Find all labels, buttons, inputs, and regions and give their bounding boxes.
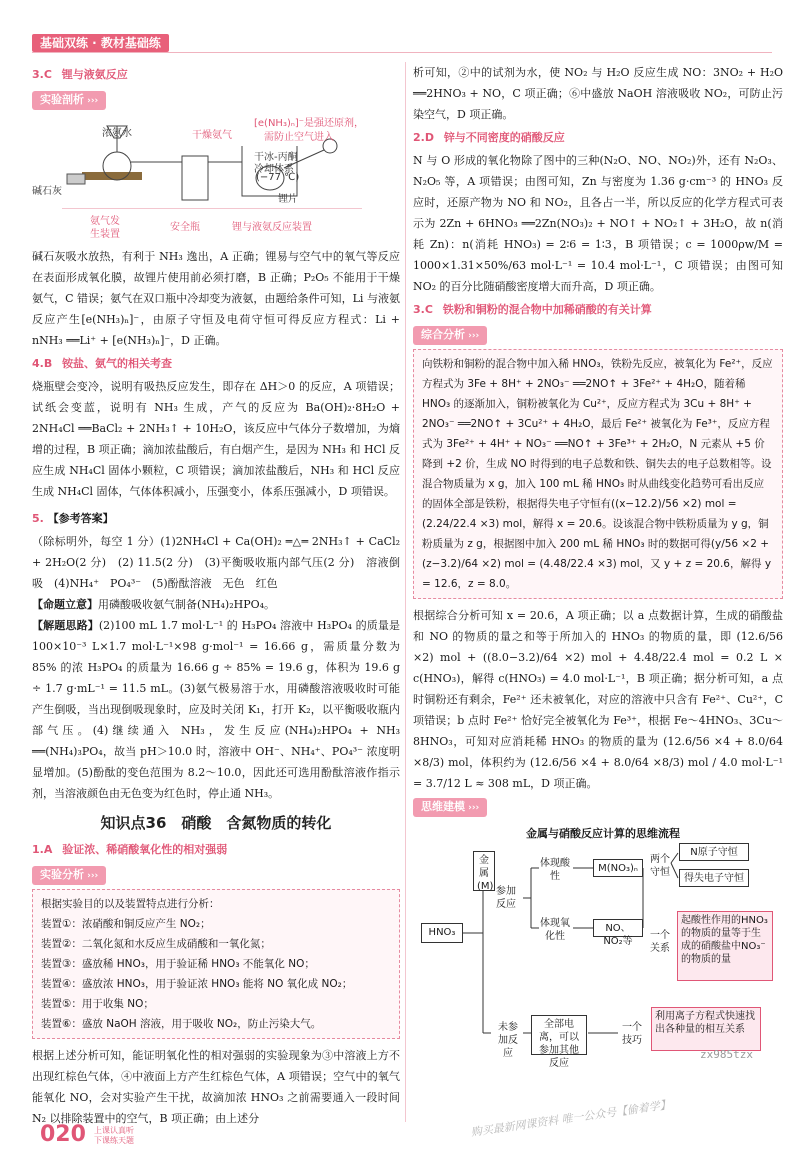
box-line: 装置②：二氧化氮和水反应生成硝酸和一氧化氮； — [41, 938, 271, 950]
label-li-sheet: 锂片 — [278, 194, 298, 205]
q3-heading — [32, 64, 400, 85]
q4-number: 4.B — [32, 357, 53, 370]
q4-heading — [32, 353, 400, 374]
label-cold-3: (−77 ℃) — [256, 172, 300, 183]
box-line: 装置⑥：盛放 NaOH 溶液，用于吸收 NO₂，防止污染大气。 — [41, 1018, 322, 1030]
label-reaction-device: 锂与液氨反应装置 — [232, 222, 312, 233]
q1-continuation: 析可知，②中的试剂为水，使 NO₂ 与 H₂O 反应生成 NO：3NO₂ + H₂O ══2HNO₃ + NO，C 项正确；⑥中盛放 NaOH 溶液吸收 NO₂，可防止污染空气，D 项正确。 — [413, 66, 783, 121]
page-number: 020 — [40, 1122, 86, 1147]
footer-tag-1: 上课认真听 — [94, 1126, 134, 1135]
footer-tag-2: 下课练天题 — [94, 1136, 134, 1145]
header-tab: 基础双练 · 教材基础练 — [32, 34, 169, 52]
page-header — [0, 0, 800, 50]
badge-experiment-analysis: 实验剖析 ››› — [32, 91, 106, 110]
node-all-ion: 全部电离，可以参加其他反应 — [531, 1015, 587, 1055]
section-title: 知识点36 硝酸 含氮物质的转化 — [100, 814, 332, 832]
node-two-cons: 两个守恒 — [650, 854, 670, 878]
q5-heading — [32, 508, 400, 529]
node-rel-text: 起酸性作用的HNO₃的物质的量等于生成的硝酸盐中NO₃⁻的物质的量 — [677, 911, 773, 981]
box-line: 根据实验目的以及装置特点进行分析： — [41, 898, 220, 910]
page-footer — [24, 1120, 224, 1152]
label-ammonia-water: 浓氨水 — [102, 128, 132, 139]
badge-thinking-model: 思维建模 ››› — [413, 798, 487, 817]
box-line: 装置①：浓硝酸和铜反应产生 NO₂； — [41, 918, 211, 930]
node-oxidizing: 体现氧化性 — [540, 918, 570, 942]
q5-intent-head: 【命题立意】 — [32, 598, 98, 611]
label-generator-1: 氨气发 — [90, 216, 120, 227]
left-column — [32, 62, 400, 1129]
q5-idea-text: (2)100 mL 1.7 mol·L⁻¹ 的 H₃PO₄ 溶液中 H₃PO₄ 的质量是 100×10⁻³ L×1.7 mol·L⁻¹×98 g·mol⁻¹ = 16.66 g，需质量分数为 85% 的浓 H₃PO₄ 的质量为 16.66 g ÷ 85% = 19.6 g，体积为 19.6 g ÷ 1.7 g·mL⁻¹ = 11.5 mL。(3)氨气极易溶于水，用磷酸溶液吸收时可能产生倒吸，当出现倒吸现象时，应及时关闭 K₁，打开 K₂，以平衡吸收瓶内部气压。(4)继续通入 NH₃，发生反应(NH₄)₂HPO₄ + NH₃ ══(NH₄)₃PO₄，故当 pH＞10.0 时，溶液中 OH⁻、NH₄⁺、PO₄³⁻ 浓度明显增加。(5)酚酞的变色范围为 8.2～10.0，因此还可选用酚酞溶液作指示剂，当溶液颜色由无色变为红色时，停止通 NH₃。 — [32, 619, 401, 800]
badge-comprehensive-analysis: 综合分析 ››› — [413, 326, 487, 345]
experiment-box — [32, 889, 400, 1039]
label-cold-1: 干冰-丙酮 — [254, 152, 298, 163]
q1-topic: 验证浓、稀硝酸氧化性的相对强弱 — [62, 843, 228, 856]
q3r-explanation: 根据综合分析可知 x = 20.6，A 项正确；以 a 点数据计算，生成的硝酸盐和 NO 的物质的量之和等于所加入的 HNO₃ 的物质的量，即 (12.6/56 ×2) mol + ((8.0−3.2)/64 ×2) mol + 4.48/22.4 mol = 0.2 L × c(HNO₃)，解得 c(HNO₃) = 4.0 mol·L⁻¹，B 项正确；据分析可知，a 点时铜粉还有剩余，Fe²⁺ 还未被氧化，对应的溶液中只含有 Fe²⁺、Cu²⁺，C 项错误；b 点时 Fe²⁺ 恰好完全被氧化为 Fe³⁺，根据 Fe～4HNO₃、3Cu～8HNO₃，可知对应消耗稀 HNO₃ 的物质的量为 (12.6/56 ×4 + 8.0/64 ×8/3) mol，体积约为 (12.6/56 ×4 + 8.0/64 ×8/3) mol / 4.0 mol·L⁻¹ = 3.7/12 L ≈ 308 mL，D 项正确。 — [413, 609, 783, 790]
box-line: 装置③：盛放稀 HNO₃，用于验证稀 HNO₃ 不能氧化 NO； — [41, 958, 315, 970]
watermark-text: 购买最新网课资料 唯一公众号【偷着学】 — [470, 1098, 672, 1139]
node-metal: 金属(M) — [473, 851, 495, 891]
q2-heading — [413, 127, 783, 148]
q3-topic: 锂与液氨反应 — [61, 68, 128, 81]
label-note-1: [e(NH₃)ₙ]⁻是强还原剂， — [254, 118, 365, 129]
footer-tag — [94, 1126, 134, 1146]
q3r-topic: 铁粉和铜粉的混合物中加稀硝酸的有关计算 — [442, 303, 652, 316]
node-one-skill: 一个技巧 — [622, 1022, 642, 1046]
node-acidity: 体现酸性 — [540, 858, 570, 882]
flow-diagram — [413, 823, 783, 1069]
watermark-id: zx985tzx — [700, 1048, 753, 1061]
q1-number: 1.A — [32, 843, 53, 856]
node-hno3: HNO₃ — [421, 923, 463, 943]
label-generator-2: 生装置 — [90, 229, 120, 240]
apparatus-figure — [32, 112, 400, 242]
q3-number: 3.C — [32, 68, 52, 81]
node-mno3: M(NO₃)ₙ — [593, 859, 643, 877]
q3-explanation: 碱石灰吸水放热，有利于 NH₃ 逸出，A 正确；锂易与空气中的氧气等反应在表面形成氧化膜，故锂片使用前必须打磨，B 正确；P₂O₅ 不能用于干燥氨气，C 错误；氨气在双口瓶中冷却变为液氨，由题给条件可知，Li 与液氨反应产生[e(NH₃)ₙ]⁻，由原子守恒及电荷守恒可得反应方程式：Li + nNH₃ ══Li⁺ + [e(NH₃)ₙ]⁻，D 正确。 — [32, 250, 400, 347]
q2-number: 2.D — [413, 131, 434, 144]
q3r-heading — [413, 299, 783, 320]
label-soda-lime: 碱石灰 — [32, 186, 62, 197]
badge-experiment-analysis-2: 实验分析 ››› — [32, 866, 106, 885]
node-electron: 得失电子守恒 — [679, 869, 749, 887]
q5-intent-text: 用磷酸吸收氨气制备(NH₄)₂HPO₄。 — [98, 598, 276, 611]
q5-intent — [32, 594, 400, 615]
label-note-2: 需防止空气进入 — [264, 132, 334, 143]
node-noxs: NO、NO₂等 — [593, 919, 643, 937]
q5-idea-head: 【解题思路】 — [32, 619, 99, 632]
header-rule — [32, 52, 772, 53]
q4-topic: 铵盐、氨气的相关考查 — [62, 357, 173, 370]
label-cold-2: 冷却体系 — [254, 164, 294, 175]
q5-answer-head: 【参考答案】 — [47, 512, 114, 525]
node-one-rel: 一个关系 — [650, 930, 670, 954]
box-line: 装置⑤：用于收集 NO； — [41, 998, 154, 1010]
box-line: 向铁粉和铜粉的混合物中加入稀 HNO₃，铁粉先反应，被氧化为 Fe²⁺，反应方程式为 3Fe + 8H⁺ + 2NO₃⁻ ══2NO↑ + 3Fe²⁺ + 4H₂O，随着稀 HNO₃ 的逐渐加入，铜粉被氧化为 Cu²⁺，反应方程式为 3Cu + 8H⁺ + 2NO₃⁻ ══2NO↑ + 3Cu²⁺ + 4H₂O，最后 Fe²⁺ 被氧化为 Fe³⁺，反应方程式为 3Fe²⁺ + 4H⁺ + NO₃⁻ ══NO↑ + 3Fe³⁺ + 2H₂O，N 元素从 +5 价降到 +2 价，生成 NO 时得到的电子总数和铁、铜失去的电子总数相等。设混合物质量为 x g，加入 100 mL 稀 HNO₃ 时从曲线变化趋势可看出反应的固体全部是铁粉，根据得失电子守恒有((x−12.2)/56 ×2) mol = (2.24/22.4 ×3) mol，解得 x = 20.6。设该混合物中铁粉质量为 y g，铜粉质量为 z g，根据图中加入 200 mL 稀 HNO₃ 时的数据可得(y/56 ×2 + (z−3.2)/64 ×2) mol = (4.48/22.4 ×3) mol，又 y + z = 20.6，解得 y = 12.6，z = 8.0。 — [422, 358, 773, 590]
q5-number: 5. — [32, 512, 44, 525]
q3r-number: 3.C — [413, 303, 433, 316]
node-skill-text: 利用离子方程式快速找出各种量的相互关系 — [651, 1007, 761, 1051]
column-divider — [405, 62, 406, 1122]
q4-explanation: 烧瓶壁会变冷，说明有吸热反应发生，即存在 ΔH＞0 的反应，A 项错误；试纸会变蓝，说明有 NH₃ 生成，产气的反应为 Ba(OH)₂·8H₂O + 2NH₄Cl ══BaCl₂ + 2NH₃↑ + 10H₂O，该反应中气体分子数增加，为熵增的过程，B 项正确；滴加浓盐酸后，有白烟产生，是因为 NH₃ 和 HCl 反应生成 NH₄Cl 固体小颗粒，C 项错误；滴加浓盐酸后，NH₃ 和 HCl 反应生成 NH₄Cl 固体，气体体积减小，压强变小，体系压强减小，D 项错误。 — [32, 380, 400, 498]
node-n-atom: N原子守恒 — [679, 843, 749, 861]
q5-answer: （除标明外，每空 1 分）(1)2NH₄Cl + Ca(OH)₂ ═△═ 2NH₃↑ + CaCl₂ + 2H₂O(2 分) (2) 11.5(2 分) (3)平衡吸收瓶内部气压(2 分) 溶液倒吸 (4)NH₄⁺ PO₄³⁻ (5)酚酞溶液 无色 红色 — [32, 535, 400, 590]
node-participate: 参加反应 — [496, 886, 516, 910]
box-line: 装置④：盛放浓 HNO₃，用于验证浓 HNO₃ 能将 NO 氧化成 NO₂； — [41, 978, 353, 990]
right-column — [413, 62, 783, 1069]
label-dry-ammonia: 干燥氨气 — [192, 130, 232, 141]
q5-idea — [32, 615, 400, 804]
q2-topic: 锌与不同密度的硝酸反应 — [443, 131, 565, 144]
q1-heading — [32, 839, 400, 860]
q1-explanation: 根据上述分析可知，能证明氧化性的相对强弱的实验现象为③中溶液上方不出现红棕色气体，④中液面上方产生红棕色气体，A 项错误；空气中的氧气能氧化 NO，会对实验产生干扰，故滴加浓 HNO₃ 之前需要通入一段时间 N₂ 以排除装置中的空气，B 项正确；由上述分 — [32, 1049, 400, 1125]
node-not-participate: 未参加反应 — [498, 1022, 518, 1059]
comprehensive-box — [413, 349, 783, 599]
diagram-title: 金属与硝酸反应计算的思维流程 — [526, 827, 680, 840]
q2-explanation: N 与 O 形成的氧化物除了图中的三种(N₂O、NO、NO₂)外，还有 N₂O₃、N₂O₅ 等，A 项错误；由图可知，Zn 与密度为 1.36 g·cm⁻³ 的 HNO₃ 反应时，还原产物为 NO 和 NO₂，且各占一半，所以反应的化学方程式可表示为 2Zn + 6HNO₃ ══2Zn(NO₃)₂ + NO↑ + NO₂↑ + 3H₂O，故 n(消耗 Zn)：n(消耗 HNO₃) = 2∶6 = 1∶3，B 项错误；c = 1000ρw/M = 1000×1.31×50%/63 mol·L⁻¹ = 10.4 mol·L⁻¹，C 项错误；由图可知 NO₂ 的百分比随硝酸密度增大而升高，D 项正确。 — [413, 154, 783, 293]
label-safety-bottle: 安全瓶 — [170, 222, 200, 233]
